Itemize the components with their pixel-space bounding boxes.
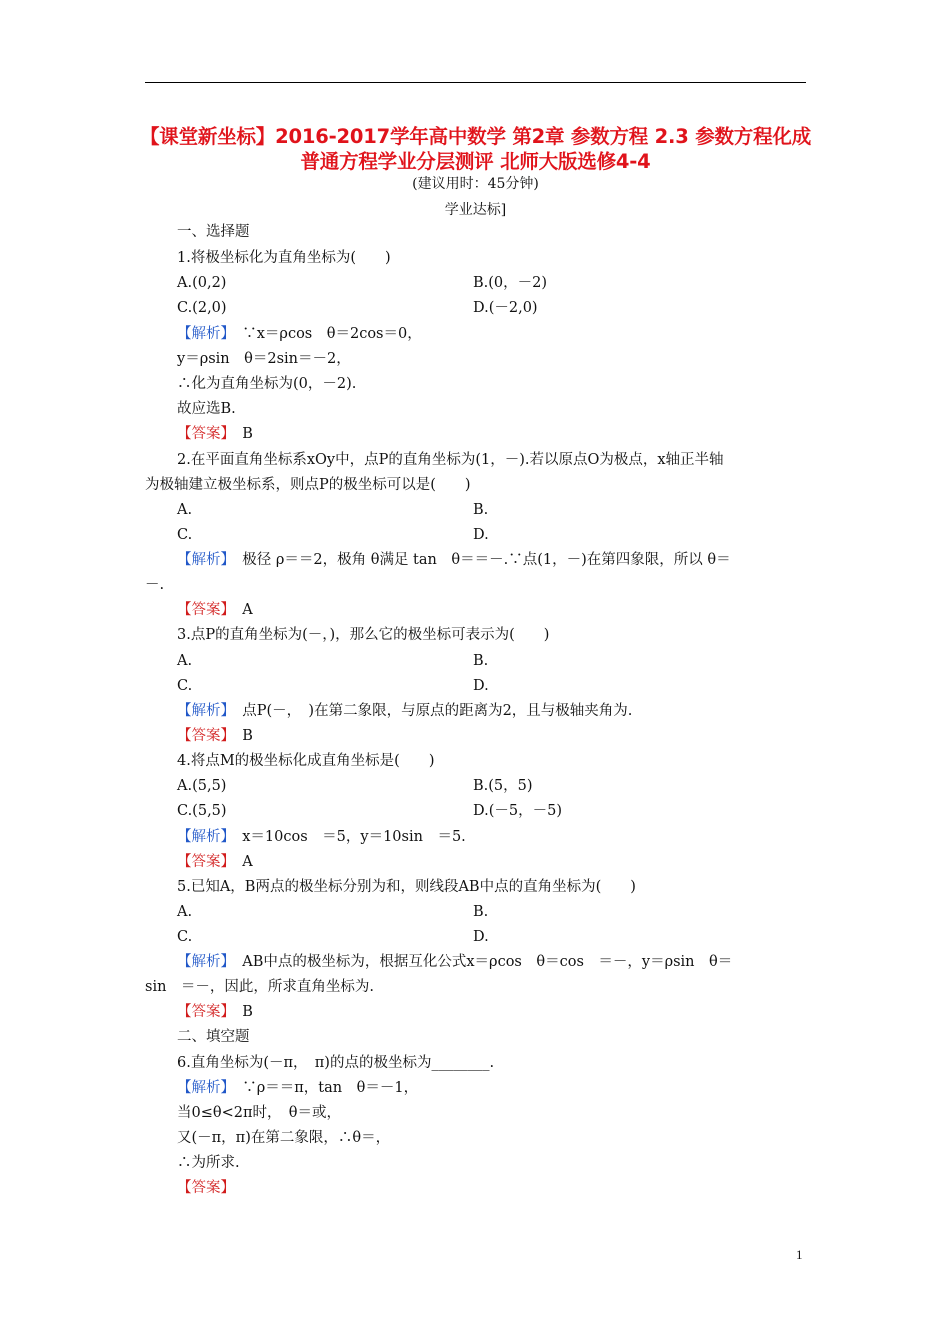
answer-tag: 【答案】 [177,728,228,744]
q3-analysis-line1: 点P(－， )在第二象限，与原点的距离为2，且与极轴夹角为. [242,703,633,719]
q1-analysis-line4: 故应选B. [177,401,236,417]
analysis-tag: 【解析】 [177,703,228,719]
q2-analysis [177,550,731,570]
answer-tag: 【答案】 [177,1180,235,1196]
q2-option-a: A. [177,502,193,518]
q6-analysis [177,1078,418,1098]
q5-answer [177,1002,253,1022]
q5-option-d: D. [473,929,489,945]
q4-analysis-line1: x＝10cos ＝5，y＝10sin ＝5. [242,829,466,845]
q3-option-a: A. [177,653,193,669]
q1-analysis-line1: ∵x＝ρcos θ＝2cos＝0， [242,326,422,342]
answer-tag: 【答案】 [177,426,228,442]
q2-option-c: C. [177,527,193,543]
q5-analysis-line1: AB中点的极坐标为，根据互化公式x＝ρcos θ＝cos ＝－，y＝ρsin θ＝ [242,954,733,970]
q3-option-b: B. [473,653,489,669]
q6-analysis-line1: ∵ρ＝＝π，tan θ＝－1， [242,1080,419,1096]
q4-option-b: B.(5，5) [473,778,533,794]
q1-analysis [177,324,422,344]
q2-answer-value: A [242,602,253,618]
q4-analysis [177,827,466,847]
q4-option-d: D.(－5，－5) [473,803,562,819]
q4-answer [177,852,253,872]
q3-answer [177,726,253,746]
q3-option-c: C. [177,678,193,694]
q4-answer-value: A [242,854,253,870]
page-number: 1 [796,1247,803,1262]
analysis-tag: 【解析】 [177,552,228,568]
q6-answer [177,1178,235,1198]
q5-option-c: C. [177,929,193,945]
q3-stem: 3.点P的直角坐标为(－，)，那么它的极坐标可表示为( ) [177,627,550,643]
q2-option-d: D. [473,527,489,543]
q2-stem-line2: 为极轴建立极坐标系，则点P的极坐标可以是( ) [145,477,471,493]
answer-tag: 【答案】 [177,602,228,618]
q1-option-a: A.(0,2) [177,275,227,291]
answer-tag: 【答案】 [177,854,228,870]
part-heading-choice: 一、选择题 [177,224,250,240]
q6-analysis-line4: ∴为所求. [177,1155,240,1171]
q6-analysis-line2: 当0≤θ<2π时， θ＝或， [177,1105,341,1121]
q1-option-d: D.(－2,0) [473,300,538,316]
answer-tag: 【答案】 [177,1004,228,1020]
q2-analysis-line2: －. [145,577,165,593]
analysis-tag: 【解析】 [177,1080,228,1096]
q1-option-c: C.(2,0) [177,300,227,316]
q6-stem: 6.直角坐标为(－π， π)的点的极坐标为________. [177,1055,495,1071]
q1-stem: 1.将极坐标化为直角坐标为( ) [177,250,391,266]
q5-stem: 5.已知A，B两点的极坐标分别为和，则线段AB中点的直角坐标为( ) [177,879,636,895]
analysis-tag: 【解析】 [177,829,228,845]
q5-analysis [177,952,732,972]
q3-answer-value: B [242,728,253,744]
q4-stem: 4.将点M的极坐标化成直角坐标是( ) [177,753,435,769]
q2-answer [177,600,253,620]
q6-analysis-line3: 又(－π，π)在第二象限，∴θ＝， [177,1130,391,1146]
q5-option-b: B. [473,904,489,920]
q1-answer [177,424,253,444]
q4-option-c: C.(5,5) [177,803,227,819]
q1-analysis-line3: ∴化为直角坐标为(0，－2). [177,376,357,392]
q2-stem-line1: 2.在平面直角坐标系xOy中，点P的直角坐标为(1，－).若以原点O为极点，x轴正半轴 [177,452,724,468]
time-hint: (建议用时：45分钟) [412,176,539,192]
q3-option-d: D. [473,678,489,694]
header-rule [145,82,806,83]
q4-option-a: A.(5,5) [177,778,227,794]
analysis-tag: 【解析】 [177,326,228,342]
q5-analysis-line2: sin ＝－，因此，所求直角坐标为. [145,979,375,995]
section-header: 学业达标] [444,202,507,218]
q3-analysis [177,701,632,721]
q2-analysis-line1: 极径 ρ＝＝2，极角 θ满足 tan θ＝＝－.∵点(1，－)在第四象限，所以 θ＝ [242,552,731,568]
part-heading-fill: 二、填空题 [177,1029,250,1045]
q1-option-b: B.(0，－2) [473,275,548,291]
document-title: 【课堂新坐标】2016-2017学年高中数学 第2章 参数方程 2.3 参数方程化成普通方程学业分层测评 北师大版选修4-4 [140,125,812,173]
q5-answer-value: B [242,1004,253,1020]
analysis-tag: 【解析】 [177,954,228,970]
q5-option-a: A. [177,904,193,920]
q1-analysis-line2: y＝ρsin θ＝2sin＝－2， [177,351,351,367]
q1-answer-value: B [242,426,253,442]
q2-option-b: B. [473,502,489,518]
